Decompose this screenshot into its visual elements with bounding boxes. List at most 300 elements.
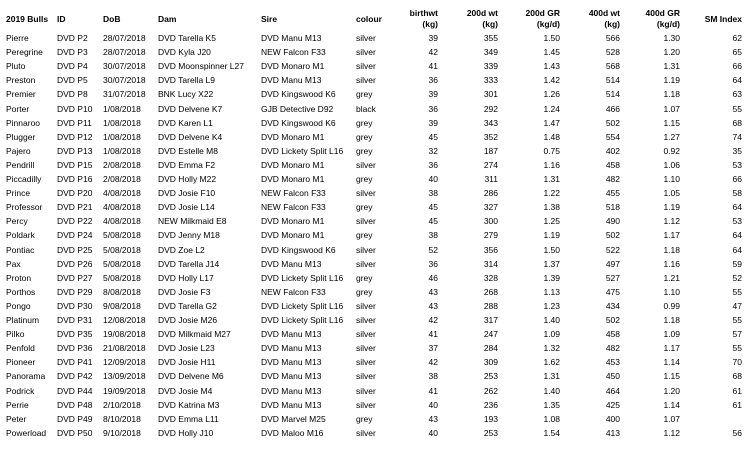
dam-name-cell: DVD Tarella L9 <box>158 75 216 85</box>
growth-rate-400d-cell: 1.27 <box>663 132 680 142</box>
header-birthwt: birthwt <box>409 8 438 18</box>
dam-name-cell: DVD Josie F3 <box>158 287 211 297</box>
bull-name-cell: Podrick <box>6 386 35 396</box>
dam-name-cell: DVD Emma L11 <box>158 414 219 424</box>
birth-weight-cell: 32 <box>428 146 438 156</box>
weight-400d-cell: 482 <box>605 343 620 353</box>
birth-weight-cell: 36 <box>428 104 438 114</box>
sire-name-cell: DVD Monaro M1 <box>261 216 325 226</box>
growth-rate-200d-cell: 1.39 <box>543 273 560 283</box>
sire-name-cell: DVD Lickety Split L16 <box>261 273 344 283</box>
weight-200d-cell: 327 <box>483 202 498 212</box>
birth-weight-cell: 39 <box>428 33 438 43</box>
growth-rate-200d-cell: 1.26 <box>543 89 560 99</box>
dam-name-cell: DVD Delvene K4 <box>158 132 223 142</box>
bull-name-cell: Professor <box>6 202 43 212</box>
birth-weight-cell: 38 <box>428 230 438 240</box>
weight-200d-cell: 356 <box>483 245 498 255</box>
colour-cell: silver <box>356 371 376 381</box>
bull-id-cell: DVD P42 <box>57 371 93 381</box>
growth-rate-400d-cell: 1.31 <box>663 61 680 71</box>
birth-weight-cell: 36 <box>428 259 438 269</box>
date-of-birth-cell: 13/09/2018 <box>103 371 146 381</box>
growth-rate-200d-cell: 1.31 <box>543 371 560 381</box>
date-of-birth-cell: 19/09/2018 <box>103 386 146 396</box>
colour-cell: grey <box>356 414 373 424</box>
bull-id-cell: DVD P44 <box>57 386 93 396</box>
sire-name-cell: DVD Monaro M1 <box>261 160 325 170</box>
growth-rate-400d-cell: 1.18 <box>663 315 680 325</box>
date-of-birth-cell: 2/08/2018 <box>103 160 141 170</box>
bull-name-cell: Peregrine <box>6 47 43 57</box>
growth-rate-200d-cell: 1.40 <box>543 386 560 396</box>
sire-name-cell: DVD Marvel M25 <box>261 414 326 424</box>
birth-weight-cell: 39 <box>428 89 438 99</box>
weight-400d-cell: 482 <box>605 174 620 184</box>
growth-rate-400d-cell: 1.20 <box>663 386 680 396</box>
colour-cell: silver <box>356 160 376 170</box>
weight-400d-cell: 514 <box>605 89 620 99</box>
header-sire: Sire <box>261 14 278 24</box>
bull-id-cell: DVD P48 <box>57 400 93 410</box>
bull-name-cell: Penfold <box>6 343 35 353</box>
dam-name-cell: DVD Kyla J20 <box>158 47 211 57</box>
sm-index-cell: 61 <box>732 386 742 396</box>
dam-name-cell: DVD Karen L1 <box>158 118 213 128</box>
sm-index-cell: 55 <box>732 287 742 297</box>
header-id: ID <box>57 14 66 24</box>
sm-index-cell: 57 <box>732 329 742 339</box>
header-400d-wt-unit: (kg) <box>604 19 620 29</box>
growth-rate-400d-cell: 1.15 <box>663 118 680 128</box>
sire-name-cell: DVD Manu M13 <box>261 357 322 367</box>
bull-id-cell: DVD P41 <box>57 357 93 367</box>
weight-400d-cell: 490 <box>605 216 620 226</box>
growth-rate-400d-cell: 1.09 <box>663 329 680 339</box>
dam-name-cell: DVD Josie M26 <box>158 315 218 325</box>
weight-400d-cell: 502 <box>605 230 620 240</box>
colour-cell: silver <box>356 343 376 353</box>
growth-rate-200d-cell: 1.37 <box>543 259 560 269</box>
header-birthwt-unit: (kg) <box>422 19 438 29</box>
date-of-birth-cell: 1/08/2018 <box>103 132 141 142</box>
weight-400d-cell: 402 <box>605 146 620 156</box>
dam-name-cell: DVD Holly L17 <box>158 273 214 283</box>
colour-cell: silver <box>356 386 376 396</box>
sm-index-cell: 65 <box>732 47 742 57</box>
date-of-birth-cell: 1/08/2018 <box>103 118 141 128</box>
bull-name-cell: Poldark <box>6 230 35 240</box>
growth-rate-400d-cell: 1.15 <box>663 371 680 381</box>
weight-200d-cell: 247 <box>483 329 498 339</box>
date-of-birth-cell: 12/09/2018 <box>103 357 146 367</box>
dam-name-cell: DVD Moonspinner L27 <box>158 61 244 71</box>
bull-id-cell: DVD P49 <box>57 414 93 424</box>
bull-id-cell: DVD P35 <box>57 329 93 339</box>
growth-rate-400d-cell: 1.12 <box>663 216 680 226</box>
header-dob: DoB <box>103 14 121 24</box>
sire-name-cell: DVD Lickety Split L16 <box>261 301 344 311</box>
dam-name-cell: DVD Zoe L2 <box>158 245 205 255</box>
bull-name-cell: Pioneer <box>6 357 36 367</box>
colour-cell: silver <box>356 329 376 339</box>
weight-400d-cell: 528 <box>605 47 620 57</box>
bull-name-cell: Pontiac <box>6 245 35 255</box>
colour-cell: silver <box>356 216 376 226</box>
weight-400d-cell: 527 <box>605 273 620 283</box>
weight-200d-cell: 339 <box>483 61 498 71</box>
growth-rate-400d-cell: 1.10 <box>663 174 680 184</box>
growth-rate-200d-cell: 1.31 <box>543 174 560 184</box>
bull-id-cell: DVD P26 <box>57 259 93 269</box>
sire-name-cell: DVD Kingswood K6 <box>261 118 336 128</box>
colour-cell: silver <box>356 75 376 85</box>
growth-rate-200d-cell: 1.23 <box>543 301 560 311</box>
dam-name-cell: DVD Josie L14 <box>158 202 215 212</box>
date-of-birth-cell: 5/08/2018 <box>103 230 141 240</box>
weight-200d-cell: 352 <box>483 132 498 142</box>
birth-weight-cell: 43 <box>428 287 438 297</box>
dam-name-cell: DVD Delvene K7 <box>158 104 223 114</box>
sire-name-cell: DVD Lickety Split L16 <box>261 146 344 156</box>
colour-cell: silver <box>356 47 376 57</box>
date-of-birth-cell: 4/08/2018 <box>103 188 141 198</box>
weight-400d-cell: 502 <box>605 315 620 325</box>
birth-weight-cell: 40 <box>428 174 438 184</box>
growth-rate-200d-cell: 1.40 <box>543 315 560 325</box>
growth-rate-400d-cell: 1.14 <box>663 357 680 367</box>
birth-weight-cell: 38 <box>428 188 438 198</box>
bull-id-cell: DVD P25 <box>57 245 93 255</box>
colour-cell: grey <box>356 132 373 142</box>
weight-400d-cell: 450 <box>605 371 620 381</box>
header-sm-index: SM Index <box>704 14 742 24</box>
birth-weight-cell: 41 <box>428 61 438 71</box>
weight-400d-cell: 554 <box>605 132 620 142</box>
weight-200d-cell: 284 <box>483 343 498 353</box>
weight-400d-cell: 475 <box>605 287 620 297</box>
colour-cell: grey <box>356 230 373 240</box>
sm-index-cell: 66 <box>732 61 742 71</box>
date-of-birth-cell: 1/08/2018 <box>103 104 141 114</box>
growth-rate-200d-cell: 1.22 <box>543 188 560 198</box>
date-of-birth-cell: 31/07/2018 <box>103 89 146 99</box>
growth-rate-200d-cell: 1.16 <box>543 160 560 170</box>
growth-rate-400d-cell: 1.12 <box>663 428 680 438</box>
date-of-birth-cell: 5/08/2018 <box>103 259 141 269</box>
weight-200d-cell: 314 <box>483 259 498 269</box>
growth-rate-400d-cell: 1.19 <box>663 202 680 212</box>
colour-cell: silver <box>356 259 376 269</box>
weight-400d-cell: 413 <box>605 428 620 438</box>
growth-rate-200d-cell: 1.43 <box>543 61 560 71</box>
date-of-birth-cell: 5/08/2018 <box>103 245 141 255</box>
dam-name-cell: DVD Jenny M18 <box>158 230 220 240</box>
bull-id-cell: DVD P20 <box>57 188 93 198</box>
bull-id-cell: DVD P22 <box>57 216 93 226</box>
sire-name-cell: GJB Detective D92 <box>261 104 334 114</box>
colour-cell: grey <box>356 174 373 184</box>
sm-index-cell: 64 <box>732 245 742 255</box>
dam-name-cell: DVD Milkmaid M27 <box>158 329 231 339</box>
sm-index-cell: 74 <box>732 132 742 142</box>
birth-weight-cell: 40 <box>428 428 438 438</box>
dam-name-cell: DVD Estelle M8 <box>158 146 218 156</box>
colour-cell: silver <box>356 188 376 198</box>
sire-name-cell: DVD Kingswood K6 <box>261 89 336 99</box>
growth-rate-200d-cell: 1.48 <box>543 132 560 142</box>
sire-name-cell: DVD Manu M13 <box>261 371 322 381</box>
bull-name-cell: Percy <box>6 216 28 226</box>
weight-400d-cell: 568 <box>605 61 620 71</box>
dam-name-cell: DVD Delvene M6 <box>158 371 224 381</box>
bull-id-cell: DVD P12 <box>57 132 93 142</box>
sire-name-cell: DVD Manu M13 <box>261 343 322 353</box>
sm-index-cell: 52 <box>732 273 742 283</box>
sire-name-cell: DVD Kingswood K6 <box>261 245 336 255</box>
sm-index-cell: 56 <box>732 428 742 438</box>
dam-name-cell: BNK Lucy X22 <box>158 89 214 99</box>
colour-cell: silver <box>356 357 376 367</box>
birth-weight-cell: 37 <box>428 343 438 353</box>
bull-id-cell: DVD P13 <box>57 146 93 156</box>
date-of-birth-cell: 1/08/2018 <box>103 146 141 156</box>
weight-200d-cell: 193 <box>483 414 498 424</box>
weight-200d-cell: 301 <box>483 89 498 99</box>
growth-rate-200d-cell: 1.13 <box>543 287 560 297</box>
growth-rate-400d-cell: 1.16 <box>663 259 680 269</box>
birth-weight-cell: 43 <box>428 414 438 424</box>
colour-cell: silver <box>356 61 376 71</box>
growth-rate-200d-cell: 1.50 <box>543 33 560 43</box>
growth-rate-200d-cell: 1.19 <box>543 230 560 240</box>
birth-weight-cell: 42 <box>428 357 438 367</box>
bull-name-cell: Pinnaroo <box>6 118 41 128</box>
sire-name-cell: DVD Monaro M1 <box>261 61 325 71</box>
birth-weight-cell: 39 <box>428 118 438 128</box>
growth-rate-200d-cell: 1.54 <box>543 428 560 438</box>
sm-index-cell: 55 <box>732 104 742 114</box>
bull-id-cell: DVD P27 <box>57 273 93 283</box>
colour-cell: grey <box>356 287 373 297</box>
bull-name-cell: Plugger <box>6 132 36 142</box>
weight-200d-cell: 268 <box>483 287 498 297</box>
bull-name-cell: Pongo <box>6 301 31 311</box>
date-of-birth-cell: 30/07/2018 <box>103 75 146 85</box>
weight-400d-cell: 400 <box>605 414 620 424</box>
growth-rate-200d-cell: 1.25 <box>543 216 560 226</box>
header-dam: Dam <box>158 14 177 24</box>
dam-name-cell: DVD Tarella G2 <box>158 301 217 311</box>
bull-id-cell: DVD P24 <box>57 230 93 240</box>
bull-name-cell: Platinum <box>6 315 40 325</box>
bull-name-cell: Panorama <box>6 371 46 381</box>
birth-weight-cell: 40 <box>428 400 438 410</box>
sm-index-cell: 63 <box>732 89 742 99</box>
dam-name-cell: DVD Josie L23 <box>158 343 215 353</box>
sm-index-cell: 55 <box>732 343 742 353</box>
sm-index-cell: 53 <box>732 216 742 226</box>
bull-name-cell: Perrie <box>6 400 29 410</box>
weight-400d-cell: 514 <box>605 75 620 85</box>
dam-name-cell: DVD Holly M22 <box>158 174 217 184</box>
bull-name-cell: Proton <box>6 273 32 283</box>
weight-200d-cell: 349 <box>483 47 498 57</box>
growth-rate-400d-cell: 1.07 <box>663 414 680 424</box>
sm-index-cell: 58 <box>732 188 742 198</box>
growth-rate-200d-cell: 1.42 <box>543 75 560 85</box>
weight-400d-cell: 458 <box>605 329 620 339</box>
growth-rate-400d-cell: 1.17 <box>663 230 680 240</box>
weight-400d-cell: 464 <box>605 386 620 396</box>
date-of-birth-cell: 21/08/2018 <box>103 343 146 353</box>
growth-rate-200d-cell: 1.09 <box>543 329 560 339</box>
birth-weight-cell: 52 <box>428 245 438 255</box>
dam-name-cell: DVD Tarella K5 <box>158 33 216 43</box>
header-400d-wt: 400d wt <box>588 8 620 18</box>
date-of-birth-cell: 4/08/2018 <box>103 202 141 212</box>
bull-name-cell: Preston <box>6 75 36 85</box>
sm-index-cell: 62 <box>732 33 742 43</box>
dam-name-cell: NEW Milkmaid E8 <box>158 216 227 226</box>
weight-200d-cell: 187 <box>483 146 498 156</box>
date-of-birth-cell: 8/08/2018 <box>103 287 141 297</box>
birth-weight-cell: 36 <box>428 75 438 85</box>
bull-id-cell: DVD P10 <box>57 104 93 114</box>
bull-id-cell: DVD P8 <box>57 89 88 99</box>
weight-200d-cell: 300 <box>483 216 498 226</box>
growth-rate-400d-cell: 1.10 <box>663 287 680 297</box>
sm-index-cell: 64 <box>732 202 742 212</box>
header-200d-wt: 200d wt <box>466 8 498 18</box>
weight-400d-cell: 458 <box>605 160 620 170</box>
sm-index-cell: 59 <box>732 259 742 269</box>
bull-name-cell: Pendrill <box>6 160 35 170</box>
birth-weight-cell: 42 <box>428 315 438 325</box>
sm-index-cell: 47 <box>732 301 742 311</box>
bull-id-cell: DVD P16 <box>57 174 93 184</box>
weight-200d-cell: 292 <box>483 104 498 114</box>
sire-name-cell: DVD Monaro M1 <box>261 230 325 240</box>
weight-400d-cell: 522 <box>605 245 620 255</box>
bull-name-cell: Pierre <box>6 33 29 43</box>
colour-cell: grey <box>356 146 373 156</box>
bull-id-cell: DVD P5 <box>57 75 88 85</box>
bull-name-cell: Pluto <box>6 61 26 71</box>
colour-cell: silver <box>356 33 376 43</box>
colour-cell: grey <box>356 118 373 128</box>
colour-cell: grey <box>356 89 373 99</box>
sm-index-cell: 68 <box>732 118 742 128</box>
bull-name-cell: Piccadilly <box>6 174 42 184</box>
date-of-birth-cell: 4/08/2018 <box>103 216 141 226</box>
growth-rate-200d-cell: 1.45 <box>543 47 560 57</box>
bull-id-cell: DVD P29 <box>57 287 93 297</box>
date-of-birth-cell: 8/10/2018 <box>103 414 141 424</box>
weight-200d-cell: 288 <box>483 301 498 311</box>
weight-400d-cell: 425 <box>605 400 620 410</box>
colour-cell: silver <box>356 315 376 325</box>
bull-name-cell: Pax <box>6 259 21 269</box>
bull-name-cell: Prince <box>6 188 31 198</box>
weight-200d-cell: 279 <box>483 230 498 240</box>
weight-200d-cell: 274 <box>483 160 498 170</box>
sire-name-cell: DVD Manu M13 <box>261 33 322 43</box>
bull-name-cell: Peter <box>6 414 27 424</box>
weight-400d-cell: 466 <box>605 104 620 114</box>
growth-rate-200d-cell: 1.32 <box>543 343 560 353</box>
growth-rate-200d-cell: 1.50 <box>543 245 560 255</box>
growth-rate-400d-cell: 1.05 <box>663 188 680 198</box>
weight-200d-cell: 236 <box>483 400 498 410</box>
bull-id-cell: DVD P31 <box>57 315 93 325</box>
header-colour: colour <box>356 14 382 24</box>
weight-200d-cell: 333 <box>483 75 498 85</box>
dam-name-cell: DVD Katrina M3 <box>158 400 220 410</box>
growth-rate-400d-cell: 1.19 <box>663 75 680 85</box>
weight-200d-cell: 311 <box>484 174 498 184</box>
colour-cell: grey <box>356 273 373 283</box>
growth-rate-400d-cell: 0.99 <box>663 301 680 311</box>
sm-index-cell: 66 <box>732 174 742 184</box>
weight-200d-cell: 253 <box>483 371 498 381</box>
growth-rate-200d-cell: 1.47 <box>543 118 560 128</box>
date-of-birth-cell: 9/10/2018 <box>103 428 141 438</box>
weight-400d-cell: 497 <box>605 259 620 269</box>
growth-rate-400d-cell: 1.20 <box>663 47 680 57</box>
header-200d-wt-unit: (kg) <box>482 19 498 29</box>
sire-name-cell: DVD Manu M13 <box>261 400 322 410</box>
date-of-birth-cell: 2/08/2018 <box>103 174 141 184</box>
bull-id-cell: DVD P21 <box>57 202 93 212</box>
bull-name-cell: Premier <box>6 89 36 99</box>
growth-rate-400d-cell: 1.17 <box>663 343 680 353</box>
dam-name-cell: DVD Emma F2 <box>158 160 216 170</box>
weight-200d-cell: 309 <box>483 357 498 367</box>
sire-name-cell: DVD Manu M13 <box>261 75 322 85</box>
growth-rate-200d-cell: 1.38 <box>543 202 560 212</box>
bull-name-cell: Powerload <box>6 428 47 438</box>
sire-name-cell: DVD Manu M13 <box>261 259 322 269</box>
sm-index-cell: 70 <box>732 357 742 367</box>
weight-400d-cell: 455 <box>605 188 620 198</box>
weight-200d-cell: 317 <box>483 315 498 325</box>
bull-name-cell: Porthos <box>6 287 36 297</box>
dam-name-cell: DVD Josie M4 <box>158 386 213 396</box>
bull-id-cell: DVD P11 <box>57 118 92 128</box>
growth-rate-400d-cell: 1.30 <box>663 33 680 43</box>
weight-200d-cell: 262 <box>483 386 498 396</box>
header-bull: 2019 Bulls <box>6 14 49 24</box>
header-400d-gr-unit: (kg/d) <box>656 19 680 29</box>
growth-rate-200d-cell: 0.75 <box>543 146 560 156</box>
weight-400d-cell: 566 <box>605 33 620 43</box>
colour-cell: silver <box>356 245 376 255</box>
bull-id-cell: DVD P3 <box>57 47 88 57</box>
sm-index-cell: 64 <box>732 75 742 85</box>
weight-200d-cell: 343 <box>483 118 498 128</box>
dam-name-cell: DVD Josie F10 <box>158 188 216 198</box>
sm-index-cell: 61 <box>732 400 742 410</box>
sire-name-cell: DVD Manu M13 <box>261 329 322 339</box>
weight-400d-cell: 434 <box>605 301 620 311</box>
colour-cell: silver <box>356 428 376 438</box>
sm-index-cell: 68 <box>732 371 742 381</box>
colour-cell: silver <box>356 301 376 311</box>
date-of-birth-cell: 5/08/2018 <box>103 273 141 283</box>
sire-name-cell: DVD Lickety Split L16 <box>261 315 344 325</box>
weight-400d-cell: 453 <box>605 357 620 367</box>
